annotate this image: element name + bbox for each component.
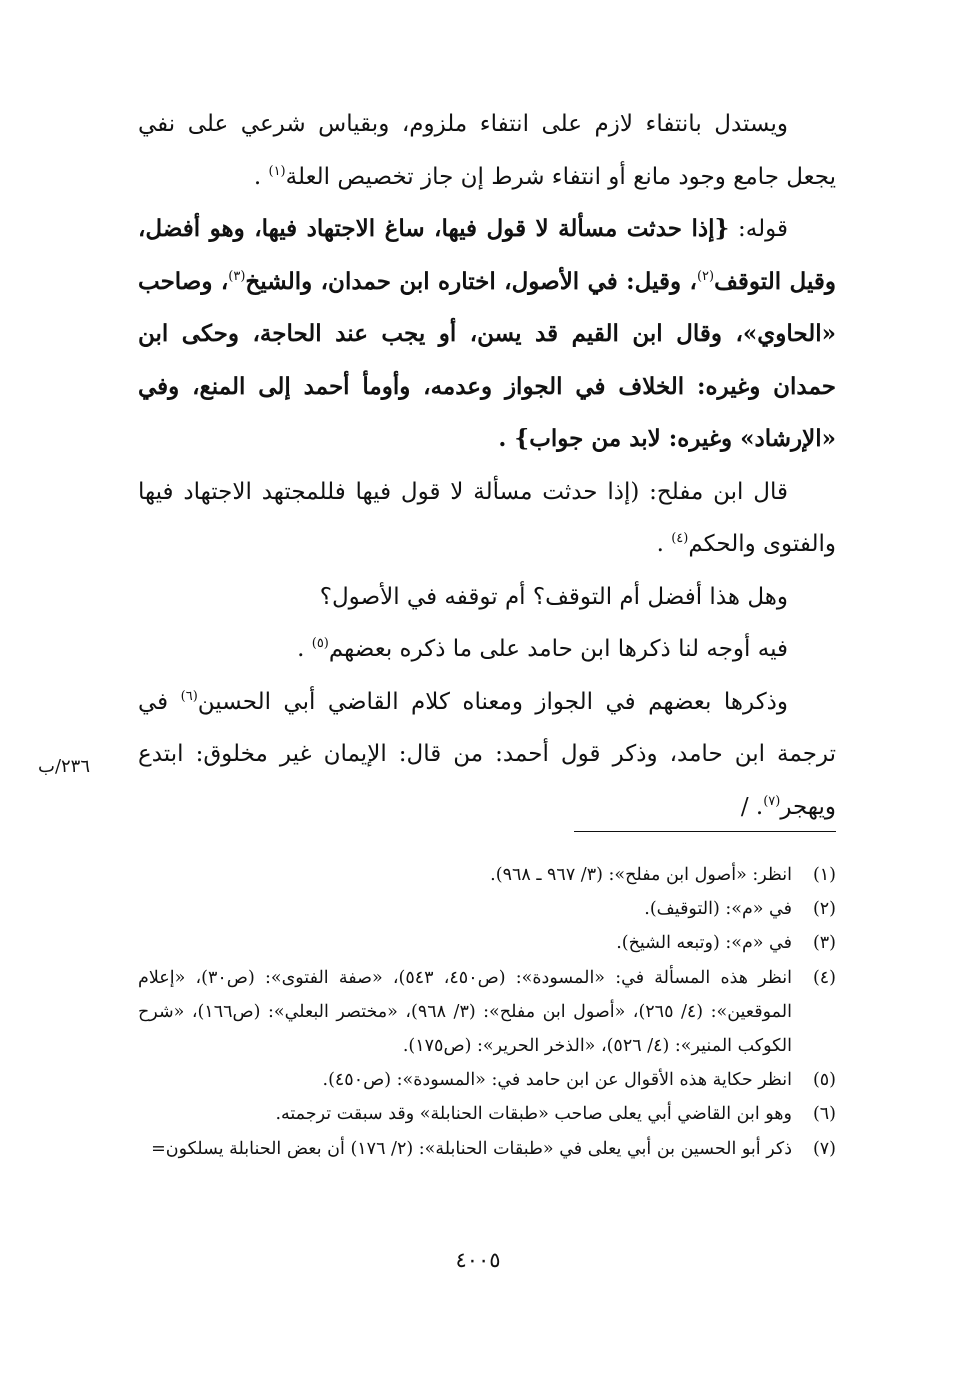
paragraph-2 xyxy=(138,203,836,466)
footnote-item xyxy=(138,926,836,960)
footnote-ref-6[interactable]: (٦) xyxy=(180,688,198,704)
paragraph-5-text: فيه أوجه لنا ذكرها ابن حامد على ما ذكره بعضهم xyxy=(328,636,788,662)
footnote-ref-3[interactable]: (٣) xyxy=(228,268,246,284)
footnote-number: (٣) xyxy=(812,933,836,954)
footnote-text: انظر هذه المسألة في: «المسودة»: (ص٤٥٠، ٥٤٣)، «صفة الفتوى»: (ص٣٠)، «إعلام الموقعين»: (٤/ ٢٦٥)، «أصول ابن مفلح»: (٣/ ٩٦٨)، «مختصر البعلي»: (ص١٦٦)، «شرح الكوكب المنير»: (٤/ ٥٢٦)، «الذخر الحرير»: (ص١٧٥). xyxy=(138,967,792,1057)
page-number: ٤٠٠٥ xyxy=(455,1248,501,1272)
paragraph-2-quote-c: ، وصاحب «الحاوي»، وقال ابن القيم قد يسن، أو يجب عند الحاجة، وحكى ابن حمدان وغيره: الخلاف في الجواز وعدمه، وأومأ أحمد إلى المنع، وفي «الإرشاد» وغيره: لابد من جواب} . xyxy=(138,267,836,452)
footnote-ref-5[interactable]: (٥) xyxy=(311,636,329,651)
footnote-number: (٧) xyxy=(812,1138,836,1159)
paragraph-6-text-b: في ترجمة ابن حامد، وذكر قول أحمد: من قال: الإيمان غير مخلوق: ابتدع ويهجر xyxy=(138,688,836,820)
footnote-item xyxy=(138,1097,836,1131)
paragraph-6 xyxy=(138,676,836,834)
footnote-text: ذكر أبو الحسين بن أبي يعلى في «طبقات الحنابلة»: (٢/ ١٧٦) أن بعض الحنابلة يسلكون= xyxy=(151,1138,792,1159)
footnote-ref-7[interactable]: (٧) xyxy=(763,793,781,809)
paragraph-2-quote-b: ، وقيل: في الأصول، اختاره ابن حمدان، والشيخ xyxy=(245,267,697,295)
footnote-text: في «م»: (وتبعه الشيخ). xyxy=(616,933,792,954)
paragraph-5 xyxy=(138,623,836,676)
footnote-item xyxy=(138,858,836,892)
footnote-number: (٦) xyxy=(812,1104,836,1125)
paragraph-1-text: ويستدل بانتفاء لازم على انتفاء ملزوم، وبقياس شرعي على نفي يجعل جامع وجود مانع أو انتفاء شرط إن جاز تخصيص العلة xyxy=(138,111,836,190)
paragraph-6-text-a: وذكرها بعضهم في الجواز ومعناه كلام القاضي أبي الحسين xyxy=(197,688,788,715)
manuscript-folio-note: ٢٣٦/ب xyxy=(38,756,91,777)
footnote-ref-4[interactable]: (٤) xyxy=(671,531,689,546)
footnote-item xyxy=(138,892,836,926)
footnote-ref-2[interactable]: (٢) xyxy=(696,268,715,284)
footnote-text: انظر: «أصول ابن مفلح»: (٣/ ٩٦٧ ـ ٩٦٨). xyxy=(490,865,792,885)
footnote-number: (٢) xyxy=(812,899,836,920)
footnote-item xyxy=(138,1063,836,1097)
footnote-number: (١) xyxy=(812,865,836,885)
footnote-text: وهو ابن القاضي أبي يعلى صاحب «طبقات الحنابلة» وقد سبقت ترجمته. xyxy=(275,1104,792,1125)
footnote-ref-1[interactable]: (١) xyxy=(268,163,286,179)
paragraph-2-quote-a: {إذا حدثت مسألة لا قول فيها، ساغ الاجتهاد فيها، وهو أفضل، وقيل التوقف xyxy=(138,215,836,295)
paragraph-2-lead: قوله: xyxy=(729,216,789,242)
paragraph-4 xyxy=(138,571,836,624)
footnote-number: (٤) xyxy=(812,967,836,988)
footnote-item xyxy=(138,1132,836,1166)
paragraph-4-text: وهل هذا أفضل أم التوقف؟ أم توقفه في الأصول؟ xyxy=(319,583,788,610)
footnote-text: انظر حكاية هذه الأقوال عن ابن حامد في: «المسودة»: (ص٤٥٠). xyxy=(322,1070,792,1091)
footnote-separator xyxy=(574,831,836,832)
paragraph-1-end: . xyxy=(253,163,269,190)
paragraph-1 xyxy=(138,98,836,203)
paragraph-3-text: قال ابن مفلح: (إذا حدثت مسألة لا قول فيها فللمجتهد الاجتهاد فيها والفتوى والحكم xyxy=(138,478,836,557)
paragraph-3-end: . xyxy=(656,531,672,557)
footnotes xyxy=(138,858,836,1166)
paragraph-6-end: . / xyxy=(740,793,764,820)
footnote-number: (٥) xyxy=(812,1070,836,1091)
paragraph-3 xyxy=(138,466,836,571)
main-text xyxy=(138,98,836,833)
paragraph-5-end: . xyxy=(297,636,312,662)
footnote-text: في «م»: (التوقيف). xyxy=(644,899,792,920)
footnote-item xyxy=(138,961,836,1064)
